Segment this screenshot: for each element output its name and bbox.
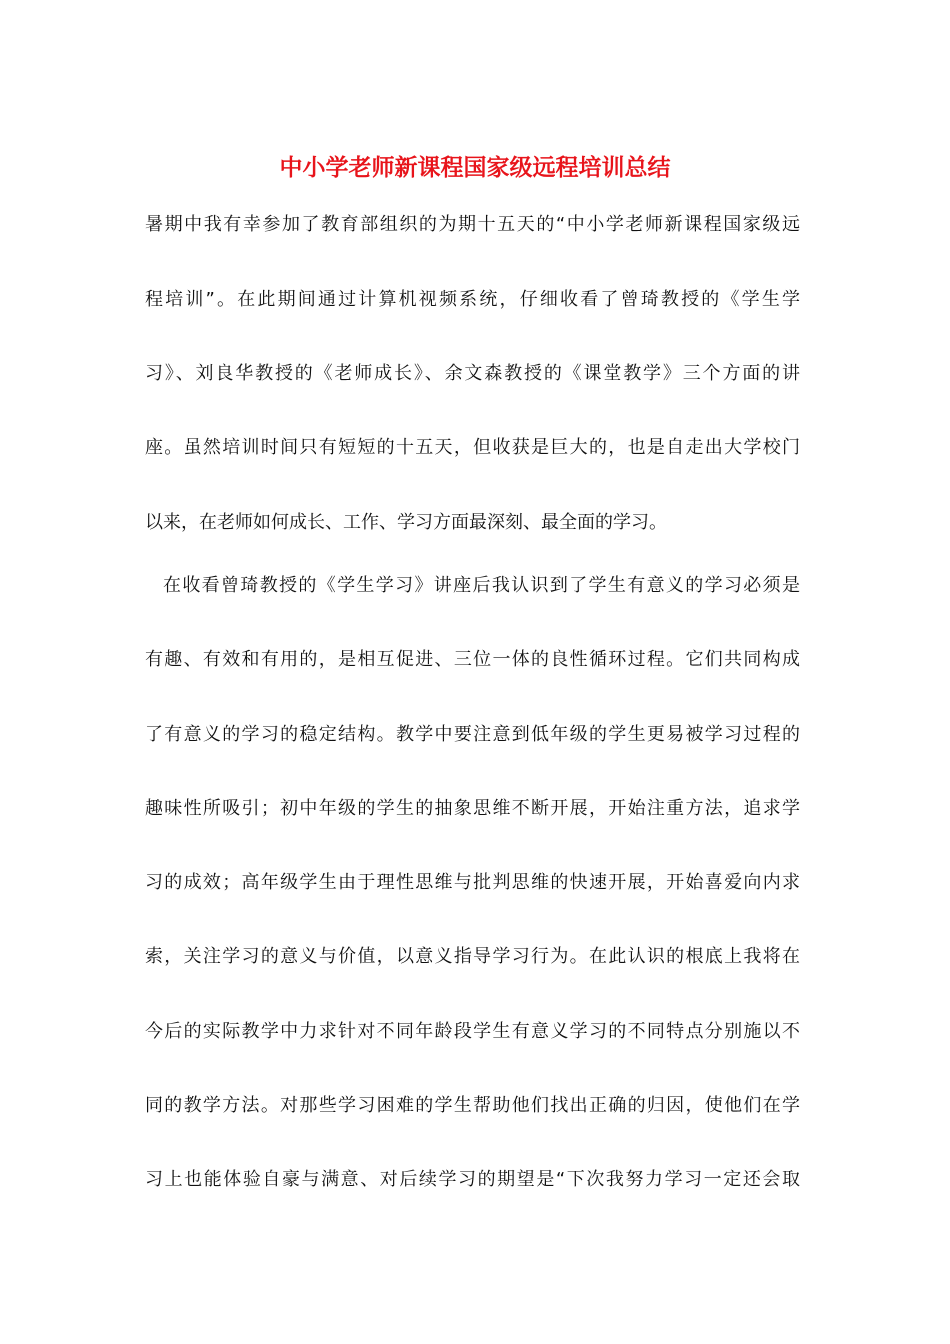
body-line-5: 以来，在老师如何成长、工作、学习方面最深刻、最全面的学习。	[145, 512, 667, 533]
body-line-13: 同的教学方法。对那些学习困难的学生帮助他们找出正确的归因，使他们在学	[145, 1095, 800, 1116]
body-line-3: 习》、刘良华教授的《老师成长》、余文森教授的《课堂教学》三个方面的讲	[145, 363, 800, 384]
body-line-9: 趣味性所吸引；初中年级的学生的抽象思维不断开展，开始注重方法，追求学	[145, 798, 800, 819]
body-line-7: 有趣、有效和有用的，是相互促进、三位一体的良性循环过程。它们共同构成	[145, 649, 800, 670]
body-line-1: 暑期中我有幸参加了教育部组织的为期十五天的“中小学老师新课程国家级远	[145, 214, 800, 235]
body-line-14: 习上也能体验自豪与满意、对后续学习的期望是“下次我努力学习一定还会取	[145, 1169, 800, 1190]
body-line-4: 座。虽然培训时间只有短短的十五天，但收获是巨大的，也是自走出大学校门	[145, 437, 800, 458]
body-line-10: 习的成效；高年级学生由于理性思维与批判思维的快速开展，开始喜爱向内求	[145, 872, 800, 893]
body-line-2: 程培训”。在此期间通过计算机视频系统，仔细收看了曾琦教授的《学生学	[145, 289, 800, 310]
body-line-8: 了有意义的学习的稳定结构。教学中要注意到低年级的学生更易被学习过程的	[145, 724, 800, 745]
body-line-11: 索，关注学习的意义与价值，以意义指导学习行为。在此认识的根底上我将在	[145, 946, 800, 967]
body-line-6: 在收看曾琦教授的《学生学习》讲座后我认识到了学生有意义的学习必须是	[163, 575, 800, 596]
body-line-12: 今后的实际教学中力求针对不同年龄段学生有意义学习的不同特点分别施以不	[145, 1021, 800, 1042]
document-title: 中小学老师新课程国家级远程培训总结	[279, 154, 671, 181]
